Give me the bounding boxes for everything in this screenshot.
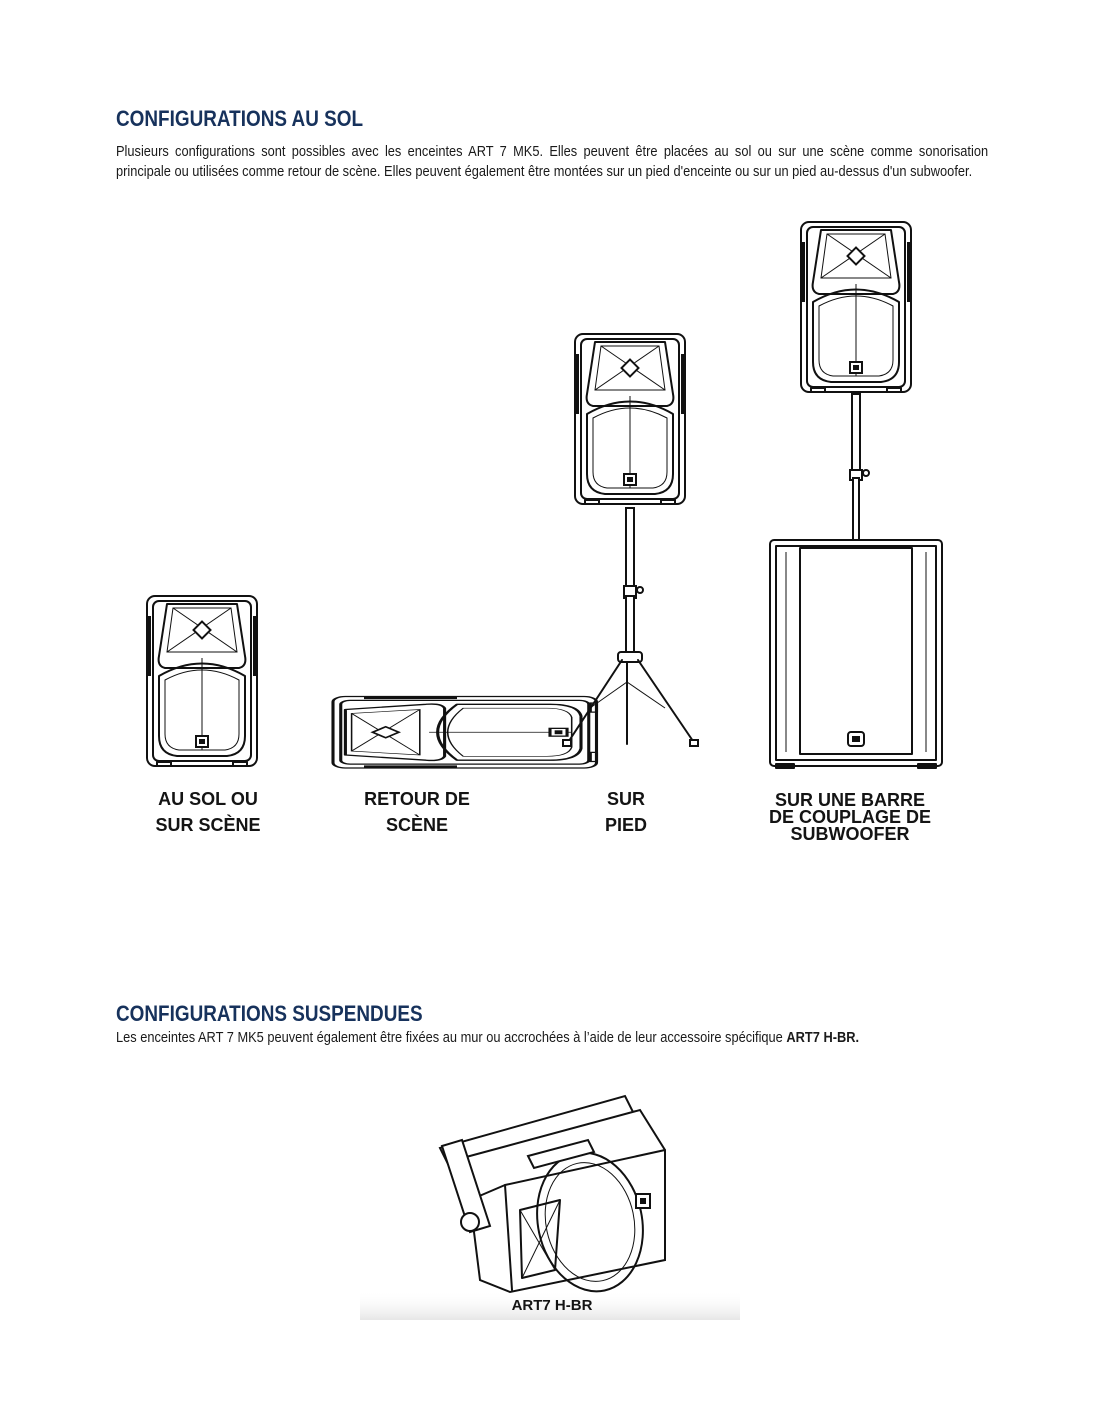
floor-speaker-illustration [147,596,257,766]
floor-config-title: CONFIGURATIONS AU SOL [116,106,364,131]
caption-subwoofer [750,792,950,843]
caption-floor [128,786,288,838]
caption-stand [546,786,706,838]
subwoofer-pole-illustration [770,222,942,768]
bracket-caption: ART7 H-BR [511,1297,593,1314]
floor-config-paragraph: Plusieurs configurations sont possibles avec les enceintes ART 7 MK5. Elles peuvent être placées au sol ou sur une scène comme sonorisation principale ou utilisées comme retour de scène. Elles peuvent également être montées sur un pied d'enceinte ou sur un pied au-dessus d'un subwoofer. [116,143,989,180]
caption-floor-line1: AU SOL OU [158,789,258,809]
caption-stage-monitor-line1: RETOUR DE [364,789,470,809]
suspended-config-paragraph [116,1028,988,1048]
wall-bracket-illustration [360,1096,740,1320]
caption-stage-monitor-line2: SCÈNE [385,815,448,835]
caption-floor-line2: SUR SCÈNE [155,815,261,835]
stage-monitor-illustration [333,697,597,769]
caption-stand-line2: PIED [604,815,647,835]
caption-subwoofer-line2: DE COUPLAGE DE [768,807,932,827]
caption-subwoofer-line1: SUR UNE BARRE [774,790,925,810]
suspended-paragraph-text: Les enceintes ART 7 MK5 peuvent également être fixées au mur ou accrochées à l’aide de leur accessoire spécifique [116,1029,787,1046]
accessory-name: ART7 H-BR. [786,1029,860,1046]
suspended-config-title: CONFIGURATIONS SUSPENDUES [116,1001,423,1026]
caption-stage-monitor [337,786,497,838]
stand-speaker-illustration [563,334,698,746]
caption-subwoofer-line3: SUBWOOFER [790,824,910,844]
caption-stand-line1: SUR [606,789,645,809]
